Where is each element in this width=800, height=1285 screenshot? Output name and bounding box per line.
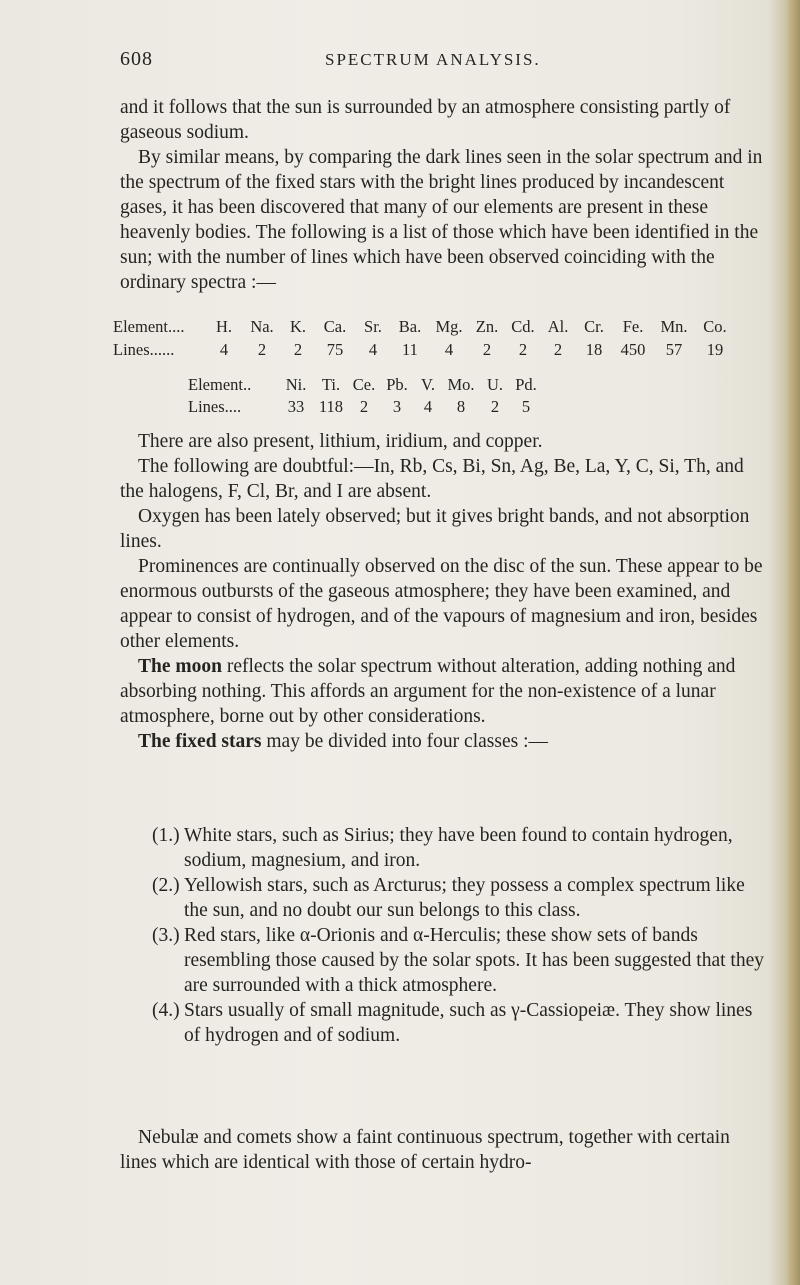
lines-cell: 2 — [490, 397, 500, 416]
element-cell: Ce. — [352, 375, 376, 394]
element-cell: Cd. — [511, 316, 535, 336]
row-label: Element.. — [188, 375, 252, 394]
lines-cell: 57 — [665, 339, 683, 359]
element-cell: Ni. — [285, 375, 307, 394]
lines-cell: 4 — [219, 339, 229, 359]
paragraph: Prominences are continually observed on the disc of the sun. These appear to be enormous outbursts of the gaseous atmosphere; they have been examined, and appear to consist of hydrogen, and of the vapours of magnesium and iron, besides other elements. — [120, 556, 763, 652]
lines-cell: 4 — [444, 339, 454, 359]
list-number: (4.) — [152, 1000, 180, 1021]
lines-cell: 75 — [326, 339, 344, 359]
element-cell: Ca. — [323, 316, 347, 336]
element-cell: Mo. — [447, 375, 475, 394]
element-cell: Co. — [703, 316, 727, 336]
lines-cell: 2 — [518, 339, 528, 359]
lines-cell: 4 — [423, 397, 433, 416]
element-cell: Fe. — [622, 316, 644, 336]
lines-cell: 5 — [521, 397, 531, 416]
lines-cell: 19 — [706, 339, 724, 359]
paragraph-text: may be divided into four classes :— — [261, 731, 548, 752]
list-text: White stars, such as Sirius; they have been found to contain hydrogen, sodium, magnesium, and iron. — [184, 825, 733, 871]
bold-lead: The fixed stars — [138, 731, 262, 752]
paragraph: and it follows that the sun is surrounded by an atmosphere consisting partly of gaseous sodium. — [120, 97, 731, 143]
element-cell: U. — [486, 375, 504, 394]
lines-cell: 4 — [368, 339, 378, 359]
lines-cell: 11 — [402, 339, 418, 359]
lines-cell: 450 — [620, 339, 646, 359]
page-number: 608 — [120, 48, 153, 70]
row-label: Lines.... — [188, 397, 242, 416]
list-number: (2.) — [152, 875, 180, 896]
bold-lead: The moon — [138, 656, 222, 677]
list-item — [152, 923, 767, 998]
star-classes-list — [152, 823, 767, 1048]
element-cell: Mn. — [660, 316, 688, 336]
list-item — [152, 998, 767, 1048]
lines-row — [188, 396, 542, 418]
element-cell: Ti. — [321, 375, 341, 394]
lines-cell: 3 — [392, 397, 402, 416]
lines-cell: 2 — [257, 339, 267, 359]
list-number: (1.) — [152, 825, 180, 846]
element-cell: Zn. — [475, 316, 499, 336]
element-row — [113, 315, 735, 338]
paragraph-text: reflects the solar spectrum without alteration, adding nothing and absorbing nothing. This affords an argument for the non-existence of a lunar atmosphere, borne out by other considerations. — [120, 656, 736, 727]
lines-row — [113, 338, 735, 361]
element-row — [188, 374, 542, 396]
element-lines-table-1 — [113, 315, 735, 361]
lines-cell: 2 — [359, 397, 369, 416]
lines-cell: 118 — [318, 397, 344, 416]
lines-cell: 33 — [287, 397, 305, 416]
lines-cell: 8 — [456, 397, 466, 416]
list-item — [152, 873, 767, 923]
lines-cell: 2 — [482, 339, 492, 359]
element-cell: K. — [289, 316, 307, 336]
element-cell: Cr. — [584, 316, 604, 336]
paragraph: There are also present, lithium, iridium, and copper. — [138, 431, 543, 452]
paragraph: The following are doubtful:—In, Rb, Cs, Bi, Sn, Ag, Be, La, Y, C, Si, Th, and the halogens, F, Cl, Br, and I are absent. — [120, 456, 744, 502]
lines-cell: 18 — [585, 339, 603, 359]
row-label: Lines...... — [113, 339, 175, 359]
element-cell: H. — [215, 316, 233, 336]
list-text: Red stars, like α-Orionis and α-Herculis; these show sets of bands resembling those caused by the solar spots. It has been suggested that they are surrounded with a thick atmosphere. — [184, 925, 764, 996]
element-cell: Pb. — [386, 375, 408, 394]
page-edge — [786, 0, 800, 1285]
element-cell: Ba. — [398, 316, 422, 336]
text-block-top — [120, 95, 765, 295]
paragraph — [120, 654, 765, 729]
element-cell: V. — [421, 375, 435, 394]
running-title: SPECTRUM ANALYSIS. — [325, 50, 541, 69]
page-header — [120, 48, 770, 78]
element-cell: Pd. — [515, 375, 537, 394]
paragraph: By similar means, by comparing the dark lines seen in the solar spectrum and in the spectrum of the fixed stars with the bright lines produced by incandescent gases, it has been discovered that many of our elements are present in these heavenly bodies. The following is a list of those which have been identified in the sun; with the number of lines which have been observed coinciding with the ordinary spectra :— — [120, 147, 763, 293]
element-cell: Al. — [547, 316, 569, 336]
text-block-middle — [120, 429, 765, 754]
list-number: (3.) — [152, 925, 180, 946]
list-item — [152, 823, 767, 873]
paragraph — [120, 729, 765, 754]
element-cell: Sr. — [364, 316, 382, 336]
paragraph: Oxygen has been lately observed; but it gives bright bands, and not absorption lines. — [120, 506, 750, 552]
lines-cell: 2 — [293, 339, 303, 359]
list-text: Stars usually of small magnitude, such as γ-Cassiopeiæ. They show lines of hydrogen and of sodium. — [184, 1000, 753, 1046]
element-lines-table-2 — [188, 374, 542, 418]
list-text: Yellowish stars, such as Arcturus; they possess a complex spectrum like the sun, and no doubt our sun belongs to this class. — [184, 875, 745, 921]
paragraph: Nebulæ and comets show a faint continuous spectrum, together with certain lines which are identical with those of certain hydro- — [120, 1127, 730, 1173]
element-cell: Na. — [250, 316, 274, 336]
row-label: Element.... — [113, 316, 185, 336]
lines-cell: 2 — [553, 339, 563, 359]
element-cell: Mg. — [435, 316, 463, 336]
